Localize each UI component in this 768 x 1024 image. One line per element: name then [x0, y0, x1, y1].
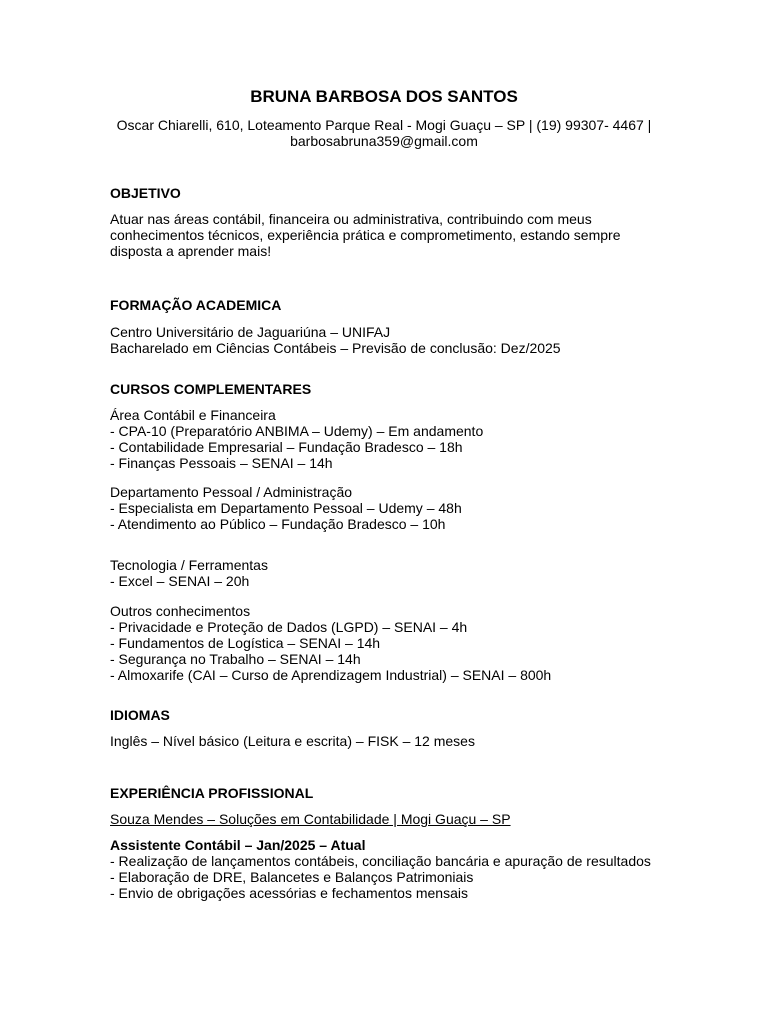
- candidate-name: BRUNA BARBOSA DOS SANTOS: [250, 87, 518, 106]
- section-title-experiencia: EXPERIÊNCIA PROFISSIONAL: [110, 785, 314, 801]
- cursos-group: [110, 603, 670, 683]
- cursos-group: [110, 407, 670, 471]
- cursos-item: - Almoxarife (CAI – Curso de Aprendizagem Industrial) – SENAI – 800h: [110, 667, 552, 683]
- section-objetivo: [110, 185, 670, 201]
- cursos-group-title: Área Contábil e Financeira: [110, 407, 276, 423]
- cursos-item: - Finanças Pessoais – SENAI – 14h: [110, 455, 333, 471]
- job-role: Assistente Contábil – Jan/2025 – Atual: [110, 837, 366, 853]
- job-task: - Envio de obrigações acessórias e fechamentos mensais: [110, 885, 468, 901]
- section-title-objetivo: OBJETIVO: [110, 185, 181, 201]
- cursos-item: - Fundamentos de Logística – SENAI – 14h: [110, 635, 381, 651]
- formacao-line: Centro Universitário de Jaguariúna – UNIFAJ: [110, 324, 391, 340]
- experiencia-company: [110, 811, 670, 827]
- objetivo-line: disposta a aprender mais!: [110, 243, 272, 259]
- company-name: Souza Mendes – Soluções em Contabilidade | Mogi Guaçu – SP: [110, 811, 511, 827]
- experiencia-role-block: [110, 837, 670, 901]
- cursos-group-title: Outros conhecimentos: [110, 603, 251, 619]
- cursos-item: - Especialista em Departamento Pessoal – Udemy – 48h: [110, 500, 462, 516]
- objetivo-text: [110, 211, 670, 259]
- section-title-idiomas: IDIOMAS: [110, 707, 170, 723]
- cursos-group: [110, 484, 670, 532]
- contact-info: [100, 117, 668, 149]
- formacao-text: [110, 324, 670, 356]
- contact-address-phone: Oscar Chiarelli, 610, Loteamento Parque Real - Mogi Guaçu – SP | (19) 99307- 4467 |: [116, 117, 652, 133]
- job-task: - Elaboração de DRE, Balancetes e Balanços Patrimoniais: [110, 869, 474, 885]
- idiomas-text: [110, 733, 670, 749]
- cursos-item: - Excel – SENAI – 20h: [110, 573, 250, 589]
- cursos-group-title: Tecnologia / Ferramentas: [110, 557, 268, 573]
- section-idiomas: [110, 707, 670, 723]
- contact-email: barbosabruna359@gmail.com: [290, 133, 478, 149]
- objetivo-line: Atuar nas áreas contábil, financeira ou administrativa, contribuindo com meus: [110, 211, 592, 227]
- formacao-line: Bacharelado em Ciências Contábeis – Previsão de conclusão: Dez/2025: [110, 340, 561, 356]
- cursos-group: [110, 557, 670, 589]
- section-title-formacao: FORMAÇÃO ACADEMICA: [110, 297, 282, 313]
- section-formacao: [110, 297, 670, 313]
- objetivo-line: conhecimentos técnicos, experiência prática e comprometimento, estando sempre: [110, 227, 621, 243]
- cursos-item: - Contabilidade Empresarial – Fundação Bradesco – 18h: [110, 439, 463, 455]
- cursos-item: - CPA-10 (Preparatório ANBIMA – Udemy) – Em andamento: [110, 423, 484, 439]
- cursos-item: - Segurança no Trabalho – SENAI – 14h: [110, 651, 361, 667]
- cursos-item: - Atendimento ao Público – Fundação Bradesco – 10h: [110, 516, 446, 532]
- idiomas-line: Inglês – Nível básico (Leitura e escrita) – FISK – 12 meses: [110, 733, 475, 749]
- section-experiencia: [110, 785, 670, 801]
- cursos-item: - Privacidade e Proteção de Dados (LGPD) – SENAI – 4h: [110, 619, 468, 635]
- section-title-cursos: CURSOS COMPLEMENTARES: [110, 381, 312, 397]
- section-cursos: [110, 381, 670, 397]
- job-task: - Realização de lançamentos contábeis, conciliação bancária e apuração de resultados: [110, 853, 651, 869]
- cursos-group-title: Departamento Pessoal / Administração: [110, 484, 353, 500]
